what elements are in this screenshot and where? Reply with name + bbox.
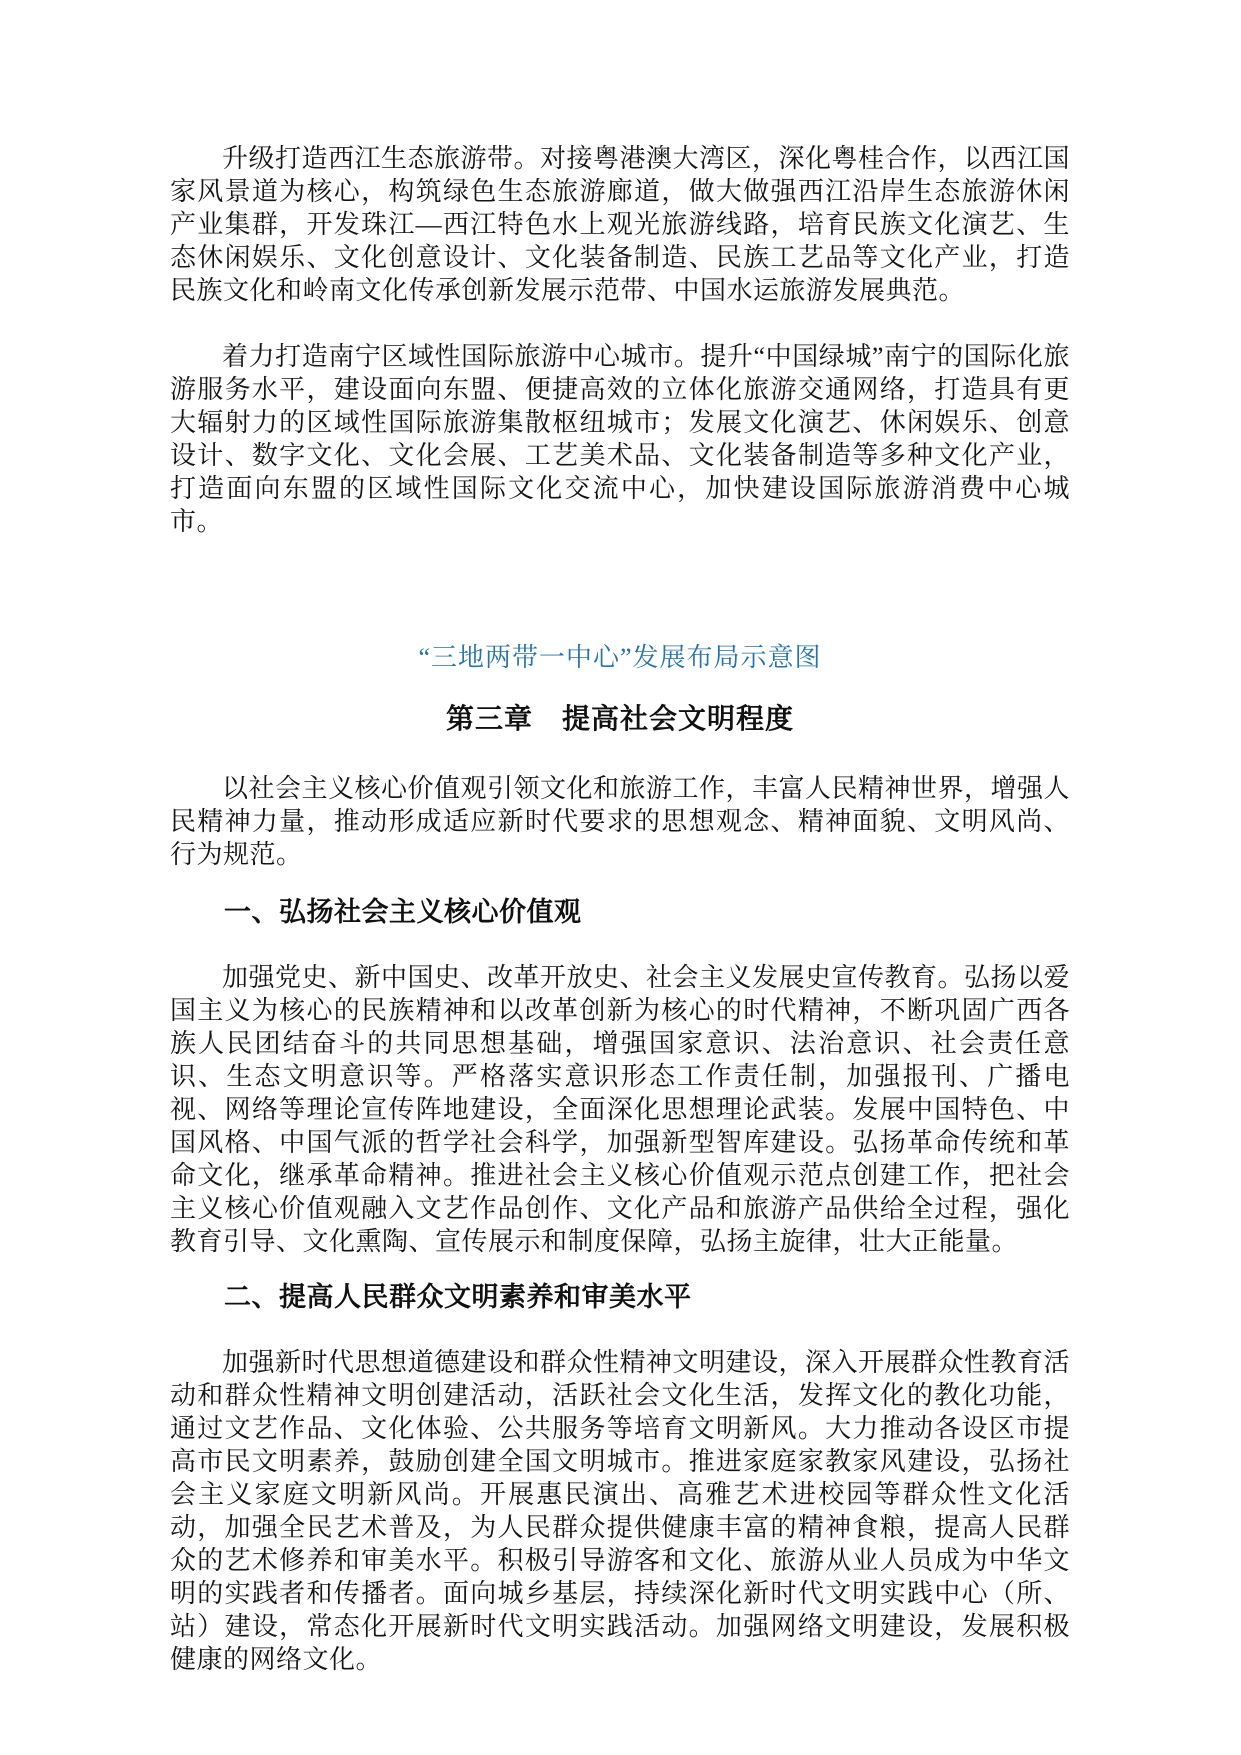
chapter-3-heading: 第三章 提高社会文明程度 [445,704,794,735]
paragraph-section-1-core-values: 加强党史、新中国史、改革开放史、社会主义发展史宣传教育。弘扬以爱国主义为核心的民族精神和以改革创新为核心的时代精神，不断巩固广西各族人民团结奋斗的共同思想基础，增强国家意识、法治意识、社会责任意识、生态文明意识等。严格落实意识形态工作责任制，加强报刊、广播电视、网络等理论宣传阵地建设，全面深化思想理论武装。发展中国特色、中国风格、中国气派的哲学社会科学，加强新型智库建设。弘扬革命传统和革命文化，继承革命精神。推进社会主义核心价值观示范点创建工作，把社会主义核心价值观融入文艺作品创作、文化产品和旅游产品供给全过程，强化教育引导、文化熏陶、宣传展示和制度保障，弘扬主旋律，壮大正能量。 [170,963,1071,1256]
figure-caption: “三地两带一中心”发展布局示意图 [418,643,822,672]
section-1-heading: 一、弘扬社会主义核心价值观 [224,897,582,927]
paragraph-nanning-tourism-hub: 着力打造南宁区域性国际旅游中心城市。提升“中国绿城”南宁的国际化旅游服务水平，建设面向东盟、便捷高效的立体化旅游交通网络，打造具有更大辐射力的区域性国际旅游集散枢纽城市；发展文化演艺、休闲娱乐、创意设计、数字文化、文化会展、工艺美术品、文化装备制造等多种文化产业，打造面向东盟的区域性国际文化交流中心，加快建设国际旅游消费中心城市。 [170,342,1070,536]
section-2-heading: 二、提高人民群众文明素养和审美水平 [224,1282,692,1312]
figure-placeholder-space [170,571,1070,641]
paragraph-section-2-civility: 加强新时代思想道德建设和群众性精神文明建设，深入开展群众性教育活动和群众性精神文明创建活动，活跃社会文化生活，发挥文化的教化功能，通过文艺作品、文化体验、公共服务等培育文明新风。大力推动各设区市提高市民文明素养，鼓励创建全国文明城市。推进家庭家教家风建设，弘扬社会主义家庭文明新风尚。开展惠民演出、高雅艺术进校园等群众性文化活动，加强全民艺术普及，为人民群众提供健康丰富的精神食粮，提高人民群众的艺术修养和审美水平。积极引导游客和文化、旅游从业人员成为中华文明的实践者和传播者。面向城乡基层，持续深化新时代文明实践中心（所、站）建设，常态化开展新时代文明实践活动。加强网络文明建设，发展积极健康的网络文化。 [170,1348,1071,1674]
paragraph-chapter-3-intro: 以社会主义核心价值观引领文化和旅游工作，丰富人民精神世界，增强人民精神力量，推动形成适应新时代要求的思想观念、精神面貌、文明风尚、行为规范。 [170,774,1071,869]
paragraph-xijiang-eco-tourism-belt: 升级打造西江生态旅游带。对接粤港澳大湾区，深化粤桂合作，以西江国家风景道为核心，构筑绿色生态旅游廊道，做大做强西江沿岸生态旅游休闲产业集群，开发珠江—西江特色水上观光旅游线路，培育民族文化演艺、生态休闲娱乐、文化创意设计、文化装备制造、民族工艺品等文化产业，打造民族文化和岭南文化传承创新发展示范带、中国水运旅游发展典范。 [170,144,1071,305]
